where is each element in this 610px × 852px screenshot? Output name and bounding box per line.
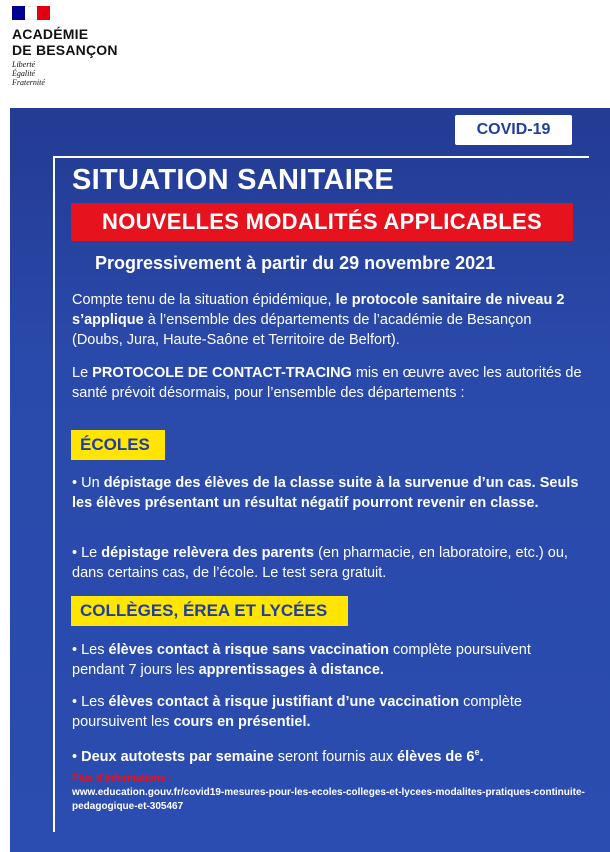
ecoles-item-1: • Un dépistage des élèves de la classe suite à la survenue d’un cas. Seuls les élèves présentant un résultat négatif pourront revenir en classe.	[72, 475, 579, 511]
subtitle-banner: NOUVELLES MODALITÉS APPLICABLES	[71, 203, 573, 241]
motto-fraternite: Fraternité	[12, 78, 45, 87]
more-info-link[interactable]: www.education.gouv.fr/covid19-mesures-pour-les-ecoles-colleges-et-lycees-modalites-pratiques-continuite-pedagogique-et-305467	[72, 787, 585, 812]
colleges-heading: COLLÈGES, ÉREA ET LYCÉES	[71, 596, 348, 626]
french-flag-icon	[12, 6, 50, 20]
academy-name-line2: DE BESANÇON	[12, 42, 118, 58]
date-line: Progressivement à partir du 29 novembre 2021	[95, 253, 496, 273]
page-title: SITUATION SANITAIRE	[72, 164, 395, 196]
ecoles-heading: ÉCOLES	[71, 430, 165, 460]
academy-name-line1: ACADÉMIE	[12, 26, 89, 42]
motto-egalite: Égalité	[12, 69, 36, 78]
ecoles-item-2: • Le dépistage relèvera des parents (en pharmacie, en laboratoire, etc.) ou, dans certains cas, de l’école. Le test sera gratuit.	[72, 545, 568, 581]
colleges-item-2: • Les élèves contact à risque justifiant d’une vaccination complète poursuivent les cours en présentiel.	[72, 694, 522, 730]
colleges-item-1: • Les élèves contact à risque sans vaccination complète poursuivent pendant 7 jours les apprentissages à distance.	[72, 642, 531, 678]
intro-paragraph: Compte tenu de la situation épidémique, le protocole sanitaire de niveau 2 s’applique à l’ensemble des départements de l’académie de Besançon (Doubs, Jura, Haute-Saône et Territoire de Belfort).	[72, 292, 565, 348]
colleges-item-3: • Deux autotests par semaine seront fournis aux élèves de 6e.	[72, 747, 484, 765]
contact-tracing-paragraph: Le PROTOCOLE DE CONTACT-TRACING mis en œuvre avec les autorités de santé prévoit désormais, pour l’ensemble des départements :	[72, 365, 582, 401]
more-info-label: Plus d’informations :	[72, 773, 172, 784]
covid-badge: COVID-19	[455, 115, 572, 145]
header	[0, 0, 610, 108]
motto-liberte: Liberté	[12, 60, 36, 69]
